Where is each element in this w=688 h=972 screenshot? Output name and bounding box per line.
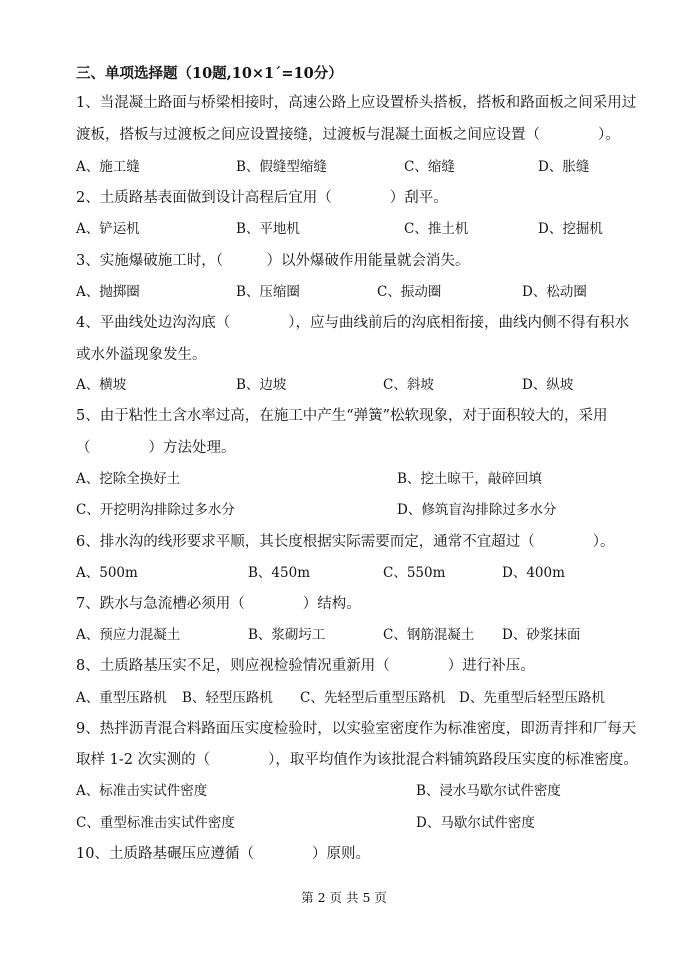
question-3-line-1: 3、实施爆破施工时，（ ）以外爆破作用能量就会消失。 (76, 253, 470, 269)
question-7-option-a: A、预应力混凝土 (76, 627, 181, 643)
question-7-option-b: B、浆砌圬工 (248, 627, 326, 643)
question-6-option-a: A、500m (76, 565, 138, 581)
question-4-option-a: A、横坡 (76, 377, 127, 393)
question-7-option-c: C、钢筋混凝土 (383, 627, 475, 643)
question-8-option-d: D、先重型后轻型压路机 (459, 690, 605, 706)
question-2-option-a: A、铲运机 (76, 221, 140, 237)
question-5-option-a: A、挖除全换好土 (76, 471, 181, 487)
question-4-line-1: 4、平曲线处边沟沟底（ ），应与曲线前后的沟底相衔接，曲线内侧不得有积水 (76, 315, 629, 331)
question-2-option-b: B、平地机 (236, 221, 300, 237)
page-number: 第 2 页 共 5 页 (301, 890, 387, 905)
question-5-line-2: （ ）方法处理。 (76, 440, 236, 456)
question-1-option-c: C、缩缝 (404, 159, 455, 175)
question-1-option-b: B、假缝型缩缝 (236, 159, 327, 175)
question-1-option-a: A、施工缝 (76, 159, 140, 175)
question-5-option-c: C、开挖明沟排除过多水分 (76, 502, 235, 518)
question-2-option-d: D、挖掘机 (538, 221, 603, 237)
question-4-option-c: C、斜坡 (383, 377, 434, 393)
question-8-line-1: 8、土质路基压实不足，则应视检验情况重新用（ ）进行补压。 (76, 658, 535, 674)
question-3-option-a: A、抛掷圈 (76, 284, 140, 300)
question-8-option-c: C、先轻型后重型压路机 (300, 690, 446, 706)
question-6-line-1: 6、排水沟的线形要求平顺，其长度根据实际需要而定，通常不宜超过（ ）。 (76, 534, 615, 550)
question-6-option-b: B、450m (248, 565, 310, 581)
question-9-option-d: D、马歇尔试件密度 (416, 815, 535, 831)
question-3-option-d: D、松动圈 (522, 284, 587, 300)
question-4-line-2: 或水外溢现象发生。 (76, 347, 207, 363)
question-6-option-c: C、550m (383, 565, 446, 581)
question-2-line-1: 2、土质路基表面做到设计高程后宜用（ ）刮平。 (76, 190, 448, 206)
question-9-option-c: C、重型标准击实试件密度 (76, 815, 235, 831)
question-3-option-c: C、振动圈 (377, 284, 442, 300)
question-8-option-b: B、轻型压路机 (182, 690, 273, 706)
question-1-line-2: 渡板，搭板与过渡板之间应设置接缝，过渡板与混凝土面板之间应设置（ ）。 (76, 127, 620, 143)
question-7-option-d: D、砂浆抹面 (502, 627, 581, 643)
question-9-option-a: A、标准击实试件密度 (76, 783, 208, 799)
question-10-line-1: 10、土质路基碾压应遵循（ ）原则。 (76, 846, 370, 862)
question-7-line-1: 7、跌水与急流槽必须用（ ）结构。 (76, 596, 361, 612)
question-4-option-b: B、边坡 (236, 377, 287, 393)
question-5-option-d: D、修筑盲沟排除过多水分 (397, 502, 557, 518)
question-2-option-c: C、推土机 (404, 221, 469, 237)
question-4-option-d: D、纵坡 (522, 377, 574, 393)
section-title: 三、单项选择题（10题,10×1ˊ=10分） (76, 65, 343, 82)
question-9-option-b: B、浸水马歇尔试件密度 (416, 783, 561, 799)
question-3-option-b: B、压缩圈 (236, 284, 300, 300)
question-5-option-b: B、挖土晾干，敲碎回填 (397, 471, 542, 487)
question-8-option-a: A、重型压路机 (76, 690, 167, 706)
question-9-line-1: 9、热拌沥青混合料路面压实度检验时，以实验室密度作为标准密度，即沥青拌和厂每天 (76, 721, 637, 737)
question-9-line-2: 取样 1-2 次实测的（ ），取平均值作为该批混合料铺筑路段压实度的标准密度。 (76, 752, 638, 768)
question-1-line-1: 1、当混凝土路面与桥梁相接时，高速公路上应设置桥头搭板，搭板和路面板之间采用过 (76, 95, 637, 111)
question-1-option-d: D、胀缝 (538, 159, 590, 175)
question-6-option-d: D、400m (502, 565, 565, 581)
question-5-line-1: 5、由于粘性土含水率过高，在施工中产生“弹簧”松软现象，对于面积较大的，采用 (76, 408, 608, 424)
